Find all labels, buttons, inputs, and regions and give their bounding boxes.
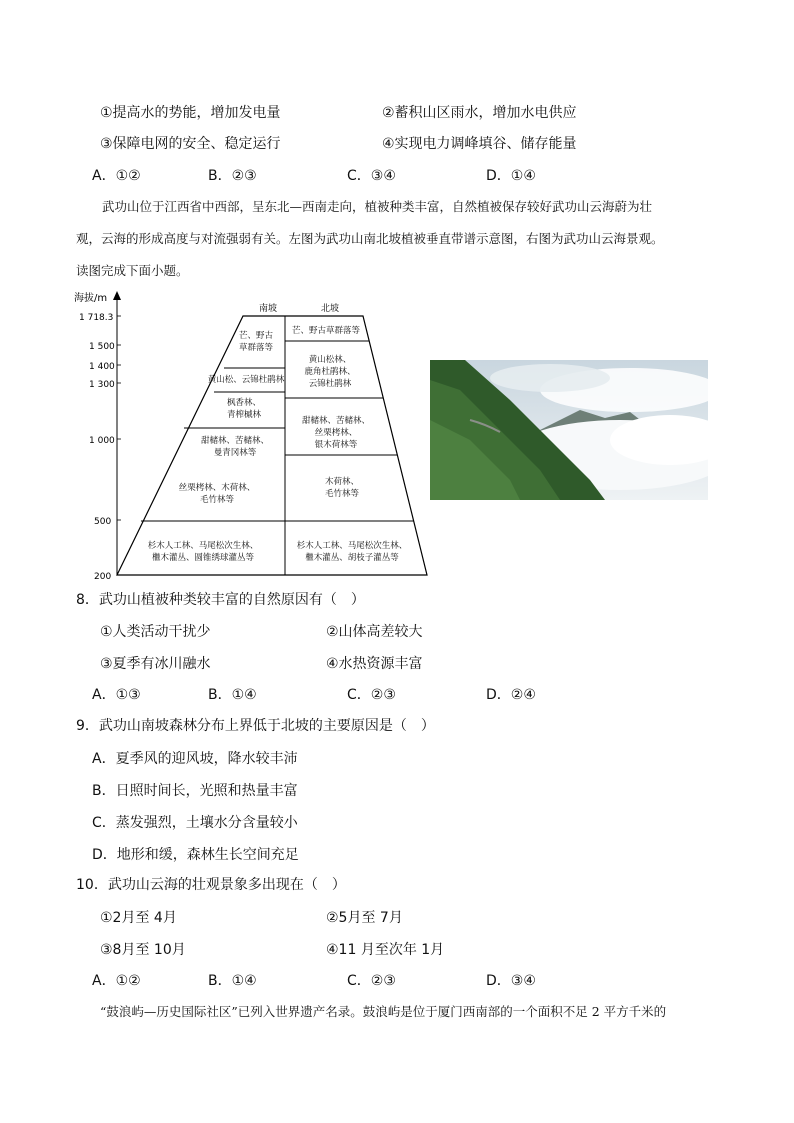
north-zone-2: 鹿角杜鹃林、	[304, 367, 356, 377]
south-zone-5: 丝栗栲林、木荷林、	[178, 483, 256, 493]
q9-choice-c: C．蒸发强烈，土壤水分含量较小	[92, 815, 298, 831]
q10-statement-2: ②5月至 7月	[326, 910, 403, 926]
north-zone-2: 云锦杜鹃林	[308, 379, 352, 389]
tick-label: 1 400	[89, 362, 115, 372]
north-zone-5: 杉木人工林、马尾松次生林、	[296, 541, 408, 551]
north-zone-1: 芒、野古草群落等	[291, 326, 361, 336]
passage-line-2: 观，云海的形成高度与对流强弱有关。左图为武功山南北坡植被垂直带谱示意图，右图为武功山云海景观。	[76, 231, 664, 246]
north-zone-2: 黄山松林、	[308, 355, 352, 365]
south-zone-3: 枫香林、	[226, 398, 262, 408]
north-slope-label: 北坡	[320, 304, 340, 314]
q9-choice-b: B．日照时间长，光照和热量丰富	[92, 783, 298, 799]
tick-label: 1 000	[89, 436, 115, 446]
south-zone-3: 青榨槭林	[226, 410, 262, 420]
q7-statement-2: ②蓄积山区雨水，增加水电供应	[382, 105, 577, 121]
q9-choice-d: D．地形和缓，森林生长空间充足	[92, 847, 299, 863]
south-slope-label: 南坡	[258, 304, 278, 314]
q7-statement-3: ③保障电网的安全、稳定运行	[100, 136, 281, 152]
axis-label: 海拔/m	[74, 293, 108, 304]
q10-statement-1: ①2月至 4月	[100, 910, 177, 926]
north-zone-5: 檵木灌丛、胡枝子灌丛等	[305, 553, 399, 563]
south-zone-2: 黄山松、云锦杜鹃林	[207, 375, 285, 385]
q7-statement-1: ①提高水的势能，增加发电量	[100, 105, 281, 121]
y-axis-arrow	[113, 291, 121, 300]
q8-statement-4: ④水热资源丰富	[326, 656, 423, 672]
south-zone-6: 檵木灌丛、圆锥绣球灌丛等	[151, 553, 255, 563]
q8-choice-a: A．①③	[92, 687, 141, 703]
tick-label: 200	[94, 572, 112, 580]
south-zone-4: 甜槠林、苦槠林、	[200, 436, 270, 446]
q8-statement-3: ③夏季有冰川融水	[100, 656, 211, 672]
south-zone-4: 曼青冈林等	[213, 448, 257, 458]
south-zone-1: 草群落等	[238, 343, 274, 353]
tick-label: 1 500	[89, 342, 115, 352]
passage2-line-1: “鼓浪屿—历史国际社区”已列入世界遗产名录。鼓浪屿是位于厦门西南部的一个面积不足 2 平方千米的	[100, 1004, 667, 1019]
q10-statement-4: ④11 月至次年 1月	[326, 942, 445, 958]
q9-choice-a: A．夏季风的迎风坡，降水较丰沛	[92, 751, 298, 767]
south-zone-6: 杉木人工林、马尾松次生林、	[147, 541, 259, 551]
north-zone-3: 丝栗栲林、	[314, 428, 358, 438]
south-zone-1: 芒、野古	[238, 331, 274, 341]
north-zone-4: 木荷林、	[324, 477, 360, 487]
north-zone-4: 毛竹林等	[324, 489, 360, 499]
q8-stem: 8．武功山植被种类较丰富的自然原因有（ ）	[76, 592, 365, 608]
q10-choice-c: C．②③	[347, 973, 396, 989]
q10-stem: 10．武功山云海的壮观景象多出现在（ ）	[76, 877, 346, 893]
q7-statement-4: ④实现电力调峰填谷、储存能量	[382, 136, 577, 152]
north-zone-3: 银木荷林等	[314, 440, 358, 450]
q7-choice-b: B．②③	[208, 168, 257, 184]
q8-choice-d: D．②④	[486, 687, 536, 703]
q8-choice-b: B．①④	[208, 687, 257, 703]
passage-line-1: 武功山位于江西省中西部，呈东北—西南走向，植被种类丰富，自然植被保存较好武功山云海蔚为壮	[102, 199, 653, 214]
q7-choice-a: A．①②	[92, 168, 141, 184]
north-zone-3: 甜槠林、苦槠林、	[301, 416, 371, 426]
q7-choice-c: C．③④	[347, 168, 396, 184]
q10-choice-d: D．③④	[486, 973, 536, 989]
vegetation-zone-diagram	[66, 288, 436, 580]
passage-line-3: 读图完成下面小题。	[76, 263, 189, 278]
q8-statement-1: ①人类活动干扰少	[100, 624, 211, 640]
tick-label: 1 718.3	[79, 313, 114, 323]
q9-stem: 9．武功山南坡森林分布上界低于北坡的主要原因是（ ）	[76, 718, 435, 734]
q8-statement-2: ②山体高差较大	[326, 624, 423, 640]
tick-label: 1 300	[89, 380, 115, 390]
tick-label: 500	[94, 517, 112, 527]
south-zone-5: 毛竹林等	[199, 495, 235, 505]
q10-choice-b: B．①④	[208, 973, 257, 989]
cloud-sea-photo	[430, 360, 708, 500]
q10-choice-a: A．①②	[92, 973, 141, 989]
mountain-outline	[117, 316, 427, 575]
q7-choice-d: D．①④	[486, 168, 536, 184]
q10-statement-3: ③8月至 10月	[100, 942, 186, 958]
q8-choice-c: C．②③	[347, 687, 396, 703]
